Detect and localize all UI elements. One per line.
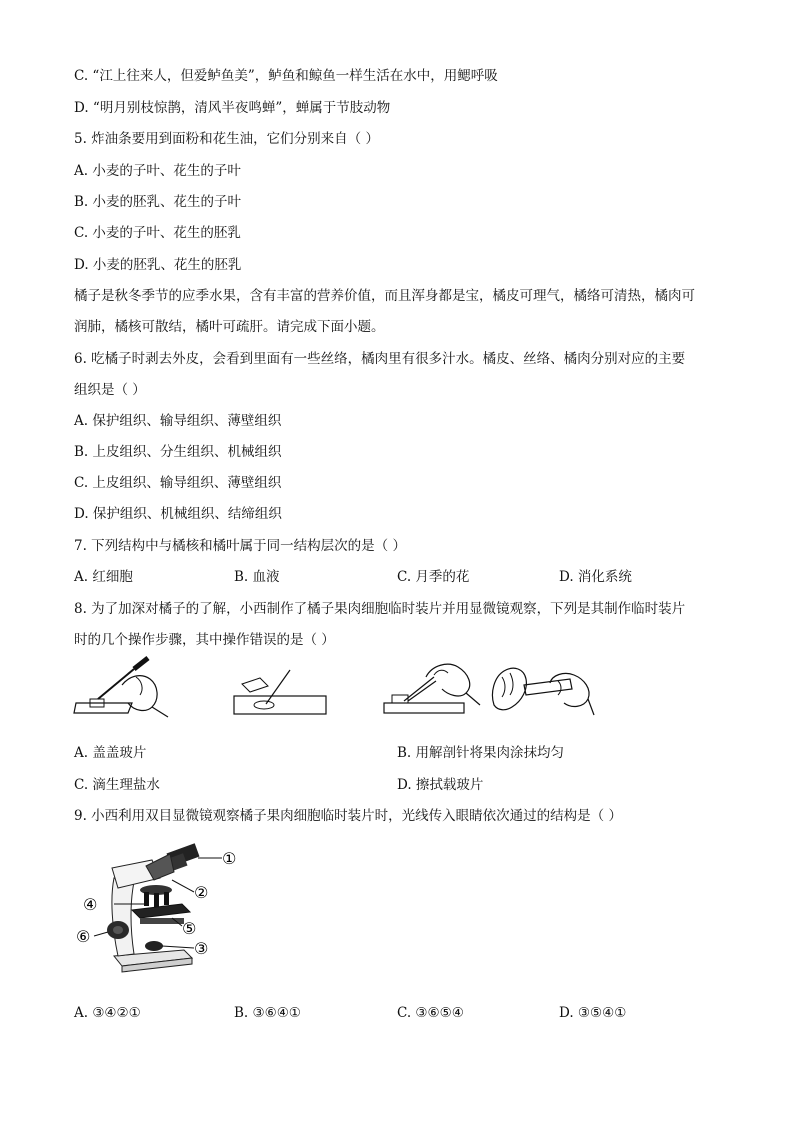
q6-option-a: A. 保护组织、输导组织、薄壁组织 [74, 413, 282, 429]
q5-option-c: C. 小麦的子叶、花生的胚乳 [74, 225, 241, 241]
q8-option-d: D. 擦拭载玻片 [397, 777, 484, 793]
step-figure-3 [382, 655, 482, 719]
q5-option-d: D. 小麦的胚乳、花生的胚乳 [74, 257, 242, 273]
q9-option-c: C. ③⑥⑤④ [397, 1005, 464, 1021]
q9-option-d: D. ③⑤④① [559, 1005, 627, 1021]
q7-option-a: A. 红细胞 [74, 569, 133, 585]
step-figure-2 [232, 668, 332, 718]
step-figure-4 [488, 655, 596, 719]
q5-option-b: B. 小麦的胚乳、花生的子叶 [74, 194, 242, 210]
question-8-line-1: 8. 为了加深对橘子的了解，小西制作了橘子果肉细胞临时装片并用显微镜观察，下列是其制作临时装片 [74, 601, 686, 617]
label-2: ② [194, 883, 209, 902]
label-1: ① [222, 849, 237, 868]
q9-option-a: A. ③④②① [74, 1005, 141, 1021]
question-9: 9. 小西利用双目显微镜观察橘子果肉细胞临时装片时，光线传入眼睛依次通过的结构是（ ） [74, 808, 622, 824]
q6-option-d: D. 保护组织、机械组织、结缔组织 [74, 506, 282, 522]
q6-option-c: C. 上皮组织、输导组织、薄壁组织 [74, 475, 282, 491]
line-q4c: C. “江上往来人，但爱鲈鱼美”，鲈鱼和鲸鱼一样生活在水中，用鳃呼吸 [74, 68, 498, 84]
step-figure-1 [72, 655, 172, 719]
question-7: 7. 下列结构中与橘核和橘叶属于同一结构层次的是（ ） [74, 538, 406, 554]
intro-line-2: 润肺，橘核可散结，橘叶可疏肝。请完成下面小题。 [74, 319, 385, 335]
label-3: ③ [194, 939, 209, 958]
q7-option-b: B. 血液 [234, 569, 280, 585]
question-5: 5. 炸油条要用到面粉和花生油，它们分别来自（ ） [74, 131, 379, 147]
q5-option-a: A. 小麦的子叶、花生的子叶 [74, 163, 241, 179]
q8-option-b: B. 用解剖针将果肉涂抹均匀 [397, 745, 565, 761]
question-6-line-2: 组织是（ ） [74, 382, 146, 398]
q7-option-c: C. 月季的花 [397, 569, 470, 585]
question-6-line-1: 6. 吃橘子时剥去外皮，会看到里面有一些丝络，橘肉里有很多汁水。橘皮、丝络、橘肉分别对应的主要 [74, 351, 686, 367]
q8-option-a: A. 盖盖玻片 [74, 745, 147, 761]
q7-option-d: D. 消化系统 [559, 569, 632, 585]
label-5: ⑤ [182, 919, 197, 938]
label-4: ④ [83, 895, 98, 914]
intro-line-1: 橘子是秋冬季节的应季水果，含有丰富的营养价值，而且浑身都是宝，橘皮可理气，橘络可清热，橘肉可 [74, 288, 695, 304]
label-6: ⑥ [76, 927, 91, 946]
microscope-figure [74, 838, 254, 980]
q6-option-b: B. 上皮组织、分生组织、机械组织 [74, 444, 282, 460]
q9-option-b: B. ③⑥④① [234, 1005, 301, 1021]
q8-option-c: C. 滴生理盐水 [74, 777, 160, 793]
line-q4d: D. “明月别枝惊鹊，清风半夜鸣蝉”，蝉属于节肢动物 [74, 100, 391, 116]
question-8-line-2: 时的几个操作步骤，其中操作错误的是（ ） [74, 632, 335, 648]
